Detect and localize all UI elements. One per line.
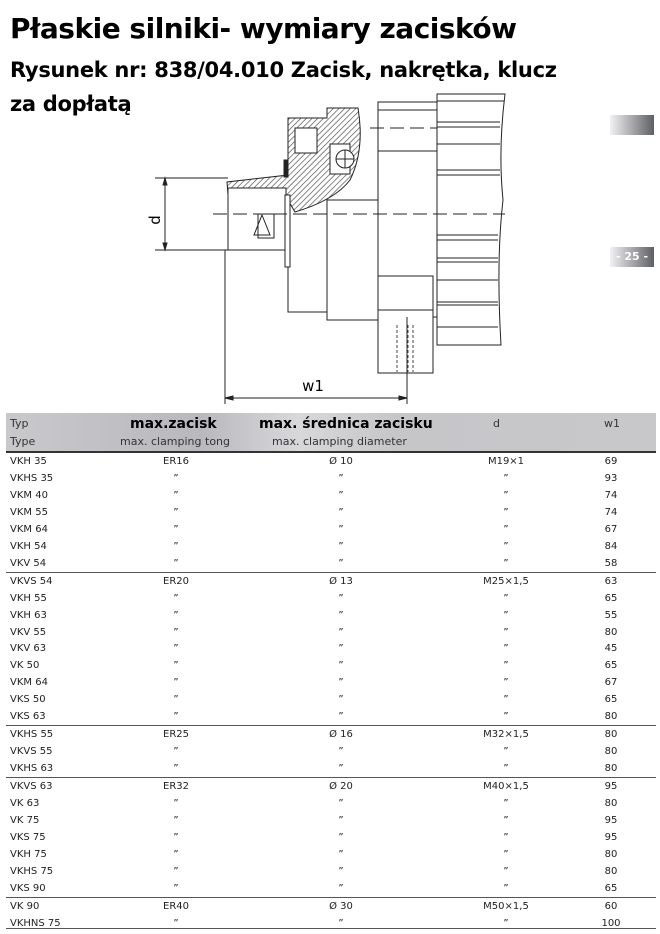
cell-w1: 60: [604, 900, 618, 912]
cell-clamping-tong: ”: [173, 677, 179, 689]
header-diam-en: max. clamping diameter: [272, 435, 407, 448]
cell-type: VK 50: [10, 660, 40, 672]
cell-type: VKS 50: [10, 694, 46, 706]
cell-clamping-diameter: ”: [338, 489, 344, 501]
cell-clamping-diameter: ”: [338, 557, 344, 569]
cell-w1: 45: [604, 643, 618, 655]
cell-clamping-tong: ”: [173, 746, 179, 758]
cell-w1: 80: [604, 798, 618, 810]
cell-w1: 95: [604, 815, 618, 827]
cell-clamping-tong: ”: [173, 798, 179, 810]
cell-type: VKH 55: [10, 592, 47, 604]
cell-type: VKH 63: [10, 609, 47, 621]
cell-w1: 65: [604, 660, 618, 672]
cell-d: ”: [503, 815, 509, 827]
cell-d: ”: [503, 865, 509, 877]
header-d: d: [493, 417, 500, 430]
table-row: [6, 521, 656, 538]
cell-d: ”: [503, 763, 509, 775]
table-bottom-rule: [6, 928, 656, 929]
table-row: [6, 487, 656, 504]
header-type-en: Type: [10, 435, 36, 448]
cell-type: VKV 55: [10, 626, 47, 638]
cell-d: ”: [503, 677, 509, 689]
table-row: [6, 674, 656, 691]
table-row: [6, 590, 656, 607]
cell-d: M25×1,5: [483, 575, 529, 587]
cell-clamping-diameter: ”: [338, 643, 344, 655]
cell-d: ”: [503, 660, 509, 672]
cell-clamping-tong: ”: [173, 848, 179, 860]
cell-w1: 80: [604, 746, 618, 758]
cell-clamping-tong: ”: [173, 660, 179, 672]
table-row: [6, 708, 656, 725]
table-row: [6, 846, 656, 863]
cell-type: VKS 63: [10, 711, 46, 723]
cell-clamping-diameter: ”: [338, 694, 344, 706]
cell-d: M19×1: [487, 456, 525, 467]
cell-w1: 67: [604, 677, 618, 689]
cell-type: VK 75: [10, 815, 40, 827]
table-row: [6, 897, 656, 915]
cell-clamping-diameter: ”: [338, 523, 344, 535]
cell-w1: 80: [604, 711, 618, 723]
cell-clamping-diameter: Ø 10: [329, 456, 353, 467]
cell-type: VKM 55: [10, 506, 48, 518]
cell-clamping-tong: ”: [173, 643, 179, 655]
cell-w1: 95: [604, 831, 618, 843]
cell-clamping-diameter: Ø 20: [329, 781, 353, 793]
table-row: [6, 572, 656, 590]
cell-w1: 65: [604, 694, 618, 706]
table-row: [6, 624, 656, 641]
cell-w1: 55: [604, 609, 618, 621]
knurled-knob: [437, 94, 505, 345]
cell-d: ”: [503, 643, 509, 655]
cell-d: ”: [503, 472, 509, 484]
cell-type: VK 90: [10, 900, 40, 912]
cell-type: VKH 35: [10, 456, 47, 467]
cell-type: VKS 75: [10, 831, 46, 843]
cell-clamping-tong: ”: [173, 917, 179, 929]
dimension-label-w1: w1: [302, 377, 324, 395]
table-row: [6, 504, 656, 521]
table-row: [6, 470, 656, 487]
cell-clamping-tong: ”: [173, 882, 179, 894]
cell-clamping-diameter: ”: [338, 711, 344, 723]
cell-w1: 100: [601, 917, 621, 929]
cell-w1: 63: [604, 575, 618, 587]
cell-clamping-tong: ”: [173, 557, 179, 569]
cell-d: ”: [503, 831, 509, 843]
drawing-subtitle: Rysunek nr: 838/04.010 Zacisk, nakrętka, klucz: [10, 58, 557, 82]
cell-type: VKV 63: [10, 643, 47, 655]
header-diam-pl: max. średnica zacisku: [259, 416, 433, 432]
cell-clamping-diameter: ”: [338, 506, 344, 518]
cell-w1: 93: [604, 472, 618, 484]
table-row: [6, 777, 656, 795]
cell-w1: 74: [604, 489, 618, 501]
lower-block: [378, 276, 433, 373]
header-type-pl: Typ: [10, 417, 29, 430]
cell-w1: 69: [604, 456, 618, 467]
cell-clamping-tong: ”: [173, 592, 179, 604]
header-tong-en: max. clamping tong: [120, 435, 231, 448]
cell-type: VKH 75: [10, 848, 47, 860]
cell-clamping-tong: ”: [173, 831, 179, 843]
cell-d: ”: [503, 523, 509, 535]
cell-d: ”: [503, 540, 509, 552]
cell-d: ”: [503, 609, 509, 621]
cell-type: VKVS 55: [10, 746, 53, 758]
dimension-table: [6, 453, 656, 932]
table-row: [6, 657, 656, 674]
cell-clamping-tong: ”: [173, 694, 179, 706]
middle-block: [327, 200, 378, 320]
table-row: [6, 812, 656, 829]
cell-clamping-diameter: ”: [338, 798, 344, 810]
table-row: [6, 453, 656, 470]
cell-clamping-tong: ”: [173, 489, 179, 501]
cell-clamping-diameter: ”: [338, 660, 344, 672]
cell-type: VKV 54: [10, 557, 47, 569]
cell-w1: 80: [604, 865, 618, 877]
table-row: [6, 880, 656, 897]
table-row: [6, 915, 656, 932]
cell-d: M40×1,5: [483, 781, 529, 793]
table-row: [6, 743, 656, 760]
cell-clamping-tong: ER40: [163, 900, 189, 912]
cell-clamping-tong: ”: [173, 506, 179, 518]
table-row: [6, 607, 656, 624]
cell-d: M32×1,5: [483, 729, 529, 741]
cell-d: ”: [503, 711, 509, 723]
drawing-subtitle-2: za dopłatą: [10, 92, 132, 116]
table-row: [6, 829, 656, 846]
cell-d: ”: [503, 592, 509, 604]
cell-w1: 80: [604, 626, 618, 638]
cell-clamping-tong: ”: [173, 711, 179, 723]
cell-d: ”: [503, 626, 509, 638]
header-tong-pl: max.zacisk: [130, 416, 217, 432]
cell-w1: 65: [604, 592, 618, 604]
table-row: [6, 555, 656, 572]
cell-type: VKM 64: [10, 677, 48, 689]
cell-type: VKHS 35: [10, 472, 54, 484]
cell-clamping-tong: ”: [173, 865, 179, 877]
cell-w1: 58: [604, 557, 618, 569]
cell-clamping-diameter: ”: [338, 848, 344, 860]
cell-clamping-diameter: ”: [338, 763, 344, 775]
cell-d: M50×1,5: [483, 900, 529, 912]
technical-drawing: [0, 0, 660, 410]
cell-type: VKM 64: [10, 523, 48, 535]
dimension-label-d: d: [146, 215, 164, 225]
cell-d: ”: [503, 557, 509, 569]
cell-clamping-diameter: ”: [338, 746, 344, 758]
cell-clamping-diameter: ”: [338, 540, 344, 552]
cell-clamping-tong: ER25: [163, 729, 189, 741]
page-number: - 25 -: [610, 247, 654, 267]
cell-clamping-tong: ”: [173, 763, 179, 775]
cell-clamping-diameter: ”: [338, 831, 344, 843]
cell-type: VKHS 75: [10, 865, 54, 877]
table-row: [6, 760, 656, 777]
cell-w1: 74: [604, 506, 618, 518]
cell-d: ”: [503, 917, 509, 929]
cell-type: VKS 90: [10, 882, 46, 894]
cell-clamping-diameter: Ø 30: [329, 900, 353, 912]
table-row: [6, 795, 656, 812]
cell-clamping-tong: ”: [173, 540, 179, 552]
table-row: [6, 640, 656, 657]
cell-clamping-diameter: ”: [338, 815, 344, 827]
table-row: [6, 863, 656, 880]
cell-type: VKHS 55: [10, 729, 54, 741]
cell-type: VKVS 63: [10, 781, 53, 793]
cell-clamping-tong: ”: [173, 472, 179, 484]
cell-clamping-tong: ER16: [163, 456, 189, 467]
cell-clamping-tong: ER32: [163, 781, 189, 793]
cell-clamping-tong: ”: [173, 815, 179, 827]
table-row: [6, 725, 656, 743]
cell-type: VKHNS 75: [10, 917, 61, 929]
cell-w1: 95: [604, 781, 618, 793]
cell-clamping-diameter: ”: [338, 677, 344, 689]
cell-type: VKM 40: [10, 489, 48, 501]
header-w1: w1: [604, 417, 620, 430]
cell-w1: 80: [604, 729, 618, 741]
table-row: [6, 691, 656, 708]
cell-clamping-diameter: ”: [338, 865, 344, 877]
cell-clamping-diameter: Ø 16: [329, 729, 353, 741]
cell-clamping-tong: ”: [173, 523, 179, 535]
cell-d: ”: [503, 694, 509, 706]
cell-d: ”: [503, 882, 509, 894]
cell-clamping-tong: ”: [173, 609, 179, 621]
cell-clamping-tong: ER20: [163, 575, 189, 587]
page-title: Płaskie silniki- wymiary zacisków: [10, 12, 517, 45]
cell-d: ”: [503, 746, 509, 758]
cell-clamping-diameter: ”: [338, 472, 344, 484]
cell-w1: 80: [604, 848, 618, 860]
cell-d: ”: [503, 506, 509, 518]
cell-clamping-diameter: Ø 13: [329, 575, 353, 587]
collet: [228, 188, 286, 250]
cell-clamping-diameter: ”: [338, 592, 344, 604]
cell-w1: 80: [604, 763, 618, 775]
cell-type: VKVS 54: [10, 575, 53, 587]
cell-w1: 84: [604, 540, 618, 552]
cell-clamping-diameter: ”: [338, 609, 344, 621]
cell-clamping-diameter: ”: [338, 626, 344, 638]
cell-w1: 67: [604, 523, 618, 535]
cell-d: ”: [503, 798, 509, 810]
cell-clamping-diameter: ”: [338, 882, 344, 894]
table-row: [6, 538, 656, 555]
cell-d: ”: [503, 489, 509, 501]
cell-d: ”: [503, 848, 509, 860]
cell-type: VK 63: [10, 798, 40, 810]
table-header: [6, 413, 656, 453]
cell-type: VKH 54: [10, 540, 47, 552]
cell-clamping-diameter: ”: [338, 917, 344, 929]
cell-w1: 65: [604, 882, 618, 894]
cell-type: VKHS 63: [10, 763, 54, 775]
cell-clamping-tong: ”: [173, 626, 179, 638]
